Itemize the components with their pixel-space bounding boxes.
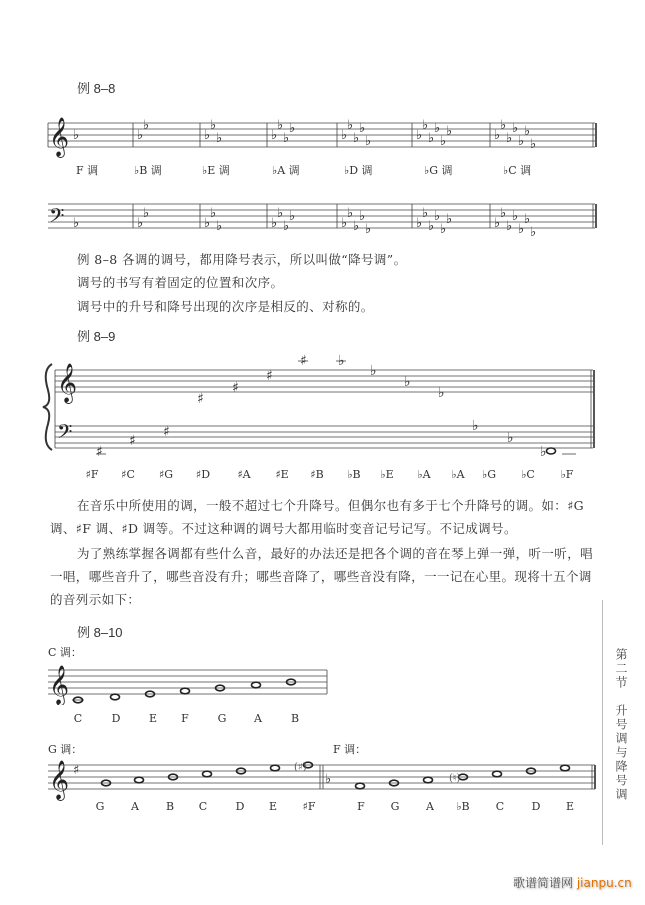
example-8-9-label: 例 8–9 [77, 329, 116, 344]
note-label: ♭B [347, 468, 361, 481]
svg-text:♭: ♭ [277, 206, 284, 221]
svg-text:♯: ♯ [96, 444, 103, 460]
note-label: B [290, 712, 300, 725]
scale-title: G 调： [48, 743, 83, 756]
flat-icon: ♭ [325, 772, 332, 787]
treble-clef-icon: 𝄞 [49, 665, 70, 705]
svg-text:♭: ♭ [353, 131, 360, 146]
key-label: ♭E 调 [202, 164, 230, 177]
svg-text:♭: ♭ [506, 131, 513, 146]
svg-text:♭: ♭ [73, 128, 80, 143]
svg-text:♭: ♭ [204, 216, 211, 231]
note-label: A [254, 712, 262, 725]
svg-text:(♯): (♯) [294, 762, 307, 773]
note-label: ♯A [237, 468, 251, 481]
svg-text:♭: ♭ [338, 353, 345, 369]
svg-text:♭: ♭ [472, 418, 479, 434]
svg-text:♭: ♭ [353, 219, 360, 234]
svg-text:♭: ♭ [143, 206, 150, 221]
svg-text:♭: ♭ [500, 206, 507, 221]
treble-key-signature-staff [45, 108, 600, 168]
c-major-scale-staff [45, 660, 335, 705]
svg-text:♯: ♯ [232, 380, 239, 396]
note-label: ♭A [451, 468, 465, 481]
note-label: A [426, 800, 434, 813]
note-label: ♭C [521, 468, 535, 481]
svg-text:♭: ♭ [370, 363, 377, 379]
note-label: G [217, 712, 227, 725]
grand-staff-order-of-accidentals [40, 350, 600, 460]
example-8-10-label: 例 8–10 [77, 625, 123, 640]
side-tab [604, 648, 630, 802]
note-label: ♯F [302, 800, 316, 813]
svg-text:♭: ♭ [506, 219, 513, 234]
svg-text:♭: ♭ [530, 137, 537, 152]
note-label: D [531, 800, 541, 813]
key-label: ♭D 调 [344, 164, 373, 177]
note-label: ♯F [85, 468, 99, 481]
svg-text:♭: ♭ [446, 124, 453, 139]
treble-clef-icon: 𝄞 [49, 760, 70, 800]
treble-clef-icon: 𝄞 [57, 363, 78, 403]
svg-text:♭: ♭ [446, 212, 453, 227]
svg-text:♭: ♭ [422, 118, 429, 133]
svg-text:♯: ♯ [197, 391, 204, 407]
note-label: E [148, 712, 158, 725]
note-label: F [181, 712, 189, 725]
scale-title: C 调： [48, 646, 82, 659]
note-label: C [198, 800, 208, 813]
side-tab-section: 第二节 [614, 648, 628, 690]
note-label: ♯G [158, 468, 174, 481]
paragraph: 例 8–8 各调的调号，都用降号表示，所以叫做“降号调”。 [77, 252, 407, 267]
svg-text:♭: ♭ [416, 128, 423, 143]
accidental-icons [96, 353, 547, 460]
svg-text:♯: ♯ [300, 353, 307, 369]
bass-clef-icon: 𝄢 [57, 420, 73, 448]
svg-text:♭: ♭ [73, 216, 80, 231]
svg-text:♭: ♭ [524, 212, 531, 227]
svg-text:♭: ♭ [341, 216, 348, 231]
key-label: ♭G 调 [424, 164, 453, 177]
svg-text:♯: ♯ [163, 424, 170, 440]
note-label: D [111, 712, 121, 725]
note-label: F [357, 800, 365, 813]
note-label: E [268, 800, 278, 813]
svg-text:♭: ♭ [359, 121, 366, 136]
sharp-icon: ♯ [73, 763, 80, 778]
svg-text:♭: ♭ [210, 206, 217, 221]
note-label: E [565, 800, 575, 813]
c-scale-labels [0, 712, 340, 728]
svg-text:♭: ♭ [341, 128, 348, 143]
key-label: ♭B 调 [134, 164, 162, 177]
bass-clef-icon: 𝄢 [49, 204, 65, 232]
note-label: ♭G [482, 468, 496, 481]
svg-text:(♮): (♮) [449, 773, 461, 784]
svg-text:♭: ♭ [283, 219, 290, 234]
side-tab-title: 升号调与降号调 [614, 704, 628, 802]
note-label: G [95, 800, 105, 813]
svg-text:♭: ♭ [438, 385, 445, 401]
svg-text:♭: ♭ [271, 216, 278, 231]
note-label: C [495, 800, 505, 813]
svg-text:♭: ♭ [440, 222, 447, 237]
brace-icon [43, 364, 52, 450]
note-label: ♯D [195, 468, 211, 481]
svg-text:♭: ♭ [283, 131, 290, 146]
svg-text:♭: ♭ [210, 118, 217, 133]
svg-text:♭: ♭ [530, 225, 537, 240]
svg-text:♯: ♯ [129, 433, 136, 449]
svg-text:♭: ♭ [289, 121, 296, 136]
svg-text:♭: ♭ [416, 216, 423, 231]
svg-text:♭: ♭ [518, 134, 525, 149]
svg-text:♭: ♭ [518, 222, 525, 237]
svg-text:♭: ♭ [137, 128, 144, 143]
svg-text:♭: ♭ [271, 128, 278, 143]
note-label: G [390, 800, 400, 813]
svg-text:♭: ♭ [404, 374, 411, 390]
svg-text:♭: ♭ [216, 131, 223, 146]
svg-text:♭: ♭ [347, 206, 354, 221]
whole-note-icons [102, 762, 313, 786]
svg-text:♭: ♭ [422, 206, 429, 221]
svg-text:♭: ♭ [434, 209, 441, 224]
side-tab-divider [602, 600, 603, 845]
watermark [513, 874, 632, 891]
paragraph: 调号的书写有着固定的位置和次序。 [77, 275, 284, 290]
note-label: ♯E [275, 468, 289, 481]
key-label: ♭A 调 [272, 164, 300, 177]
svg-text:♭: ♭ [507, 430, 514, 446]
svg-text:♭: ♭ [143, 118, 150, 133]
svg-text:♭: ♭ [216, 219, 223, 234]
svg-text:♭: ♭ [434, 121, 441, 136]
whole-note-icon [547, 448, 556, 454]
key-label: ♭C 调 [503, 164, 532, 177]
bass-key-signature-staff [45, 196, 600, 241]
svg-text:♭: ♭ [277, 118, 284, 133]
note-label: A [131, 800, 139, 813]
g-f-scale-labels [0, 800, 645, 816]
note-label: ♭A [417, 468, 431, 481]
svg-text:♭: ♭ [428, 131, 435, 146]
note-label: ♯C [121, 468, 135, 481]
svg-text:♭: ♭ [524, 124, 531, 139]
svg-text:♭: ♭ [512, 121, 519, 136]
paragraph: 在音乐中所使用的调，一般不超过七个升降号。但偶尔也有多于七个升降号的调。如：♯G调、♯F 调、♯D 调等。不过这种调的调号大都用临时变音记号记写。不记成调号。 [50, 498, 585, 536]
note-label: D [235, 800, 245, 813]
note-label: ♭F [560, 468, 574, 481]
svg-text:♭: ♭ [289, 209, 296, 224]
scale-title: F 调： [333, 743, 367, 756]
svg-text:♭: ♭ [440, 134, 447, 149]
svg-text:♭: ♭ [137, 216, 144, 231]
note-label: C [73, 712, 83, 725]
svg-text:♭: ♭ [512, 209, 519, 224]
accidental-labels-row [0, 468, 645, 484]
example-8-8-label: 例 8–8 [77, 81, 116, 96]
note-label: ♭B [456, 800, 470, 813]
svg-text:♭: ♭ [500, 118, 507, 133]
note-label: ♭E [380, 468, 394, 481]
g-and-f-scale-staff [45, 757, 600, 802]
note-label: ♯B [310, 468, 324, 481]
paragraph: 调号中的升号和降号出现的次序是相反的、对称的。 [77, 299, 374, 314]
treble-clef-icon: 𝄞 [49, 117, 70, 157]
svg-text:♭: ♭ [540, 444, 547, 460]
svg-text:♭: ♭ [347, 118, 354, 133]
svg-text:♯: ♯ [266, 368, 273, 384]
whole-note-icons [74, 679, 296, 703]
flat-icons [73, 206, 536, 240]
svg-text:♭: ♭ [365, 222, 372, 237]
svg-text:♭: ♭ [365, 134, 372, 149]
svg-text:♭: ♭ [494, 216, 501, 231]
svg-text:♭: ♭ [204, 128, 211, 143]
svg-text:♭: ♭ [428, 219, 435, 234]
watermark-site: jianpu.cn [576, 876, 632, 890]
watermark-name: 歌谱简谱网 [513, 876, 574, 890]
note-label: B [165, 800, 175, 813]
svg-text:♭: ♭ [494, 128, 501, 143]
paragraph: 为了熟练掌握各调都有些什么音，最好的办法还是把各个调的音在琴上弹一弹，听一听，唱一唱，哪些音升了，哪些音没有升；哪些音降了，哪些音没有降，一一记在心里。现将十五个调的音列示如下： [50, 546, 594, 607]
svg-text:♭: ♭ [359, 209, 366, 224]
key-label: F 调 [76, 164, 99, 177]
